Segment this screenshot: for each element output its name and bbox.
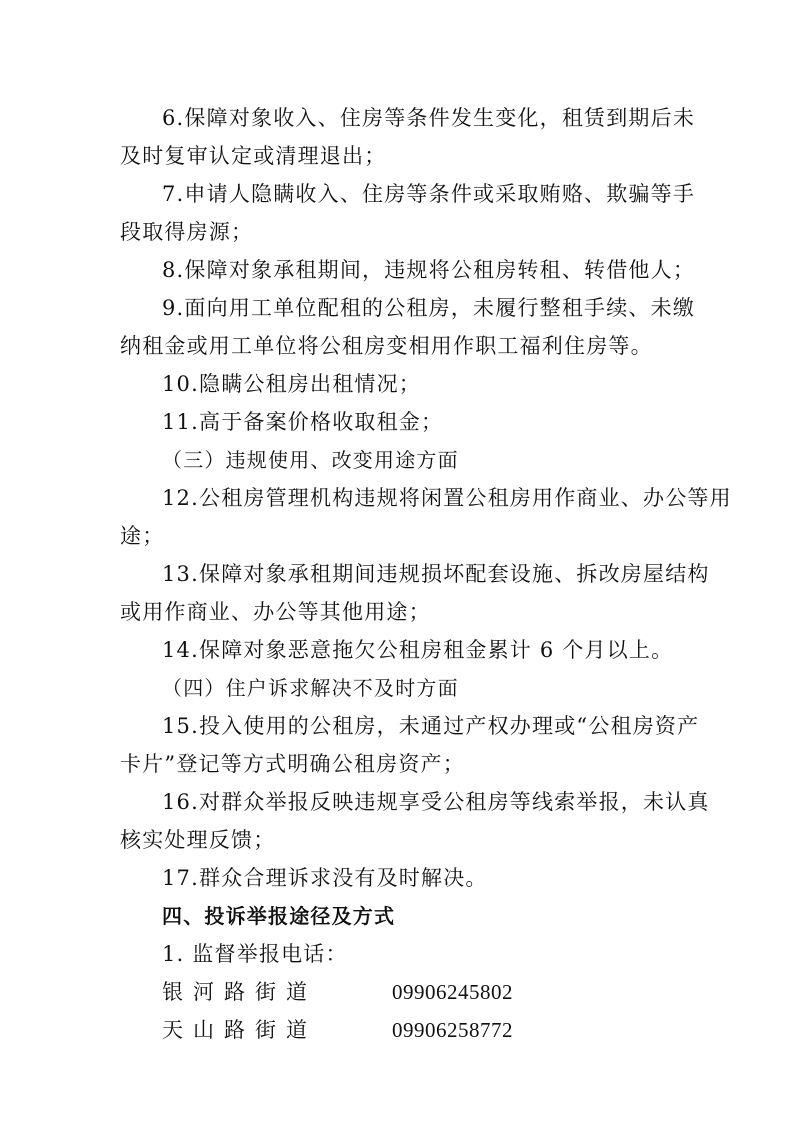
section-heading: 四、投诉举报途径及方式 <box>162 904 396 928</box>
section-subheading: （三）违规使用、改变用途方面 <box>162 448 459 472</box>
paragraph-line: 纳租金或用工单位将公租房变相用作职工福利住房等。 <box>120 334 653 358</box>
paragraph-line: 9.面向用工单位配租的公租房，未履行整租手续、未缴 <box>162 296 696 320</box>
paragraph-line: 17.群众合理诉求没有及时解决。 <box>162 866 488 890</box>
paragraph-line: 15.投入使用的公租房，未通过产权办理或“公租房资产 <box>162 714 700 738</box>
paragraph-line: 13.保障对象承租期间违规损坏配套设施、拆改房屋结构 <box>162 562 710 586</box>
paragraph-line: 核实处理反馈； <box>120 828 276 852</box>
paragraph-line: 卡片”登记等方式明确公租房资产； <box>120 752 465 776</box>
paragraph-line: 10.隐瞒公租房出租情况； <box>162 372 421 396</box>
paragraph-line: 及时复审认定或清理退出； <box>120 144 387 168</box>
phone-number: 09906245802 <box>392 980 513 1004</box>
paragraph-line: 11.高于备案价格收取租金； <box>162 410 444 434</box>
paragraph-line: 8.保障对象承租期间，违规将公租房转租、转借他人； <box>162 258 696 282</box>
office-name: 银河路街道 <box>162 980 317 1004</box>
paragraph-line: 16.对群众举报反映违规享受公租房等线索举报，未认真 <box>162 790 710 814</box>
paragraph-line: 或用作商业、办公等其他用途； <box>120 600 431 624</box>
paragraph-line: 1. 监督举报电话： <box>162 942 348 966</box>
paragraph-line: 12.公租房管理机构违规将闲置公租房用作商业、办公等用 <box>162 486 732 510</box>
paragraph-line: 段取得房源； <box>120 220 254 244</box>
phone-number: 09906258772 <box>392 1018 513 1042</box>
paragraph-line: 7.申请人隐瞒收入、住房等条件或采取贿赂、欺骗等手 <box>162 182 696 206</box>
paragraph-line: 14.保障对象恶意拖欠公租房租金累计 6 个月以上。 <box>162 638 674 662</box>
section-subheading: （四）住户诉求解决不及时方面 <box>162 676 459 700</box>
paragraph-line: 途； <box>120 524 165 548</box>
paragraph-line: 6.保障对象收入、住房等条件发生变化，租赁到期后未 <box>162 106 696 130</box>
office-name: 天山路街道 <box>162 1018 317 1042</box>
